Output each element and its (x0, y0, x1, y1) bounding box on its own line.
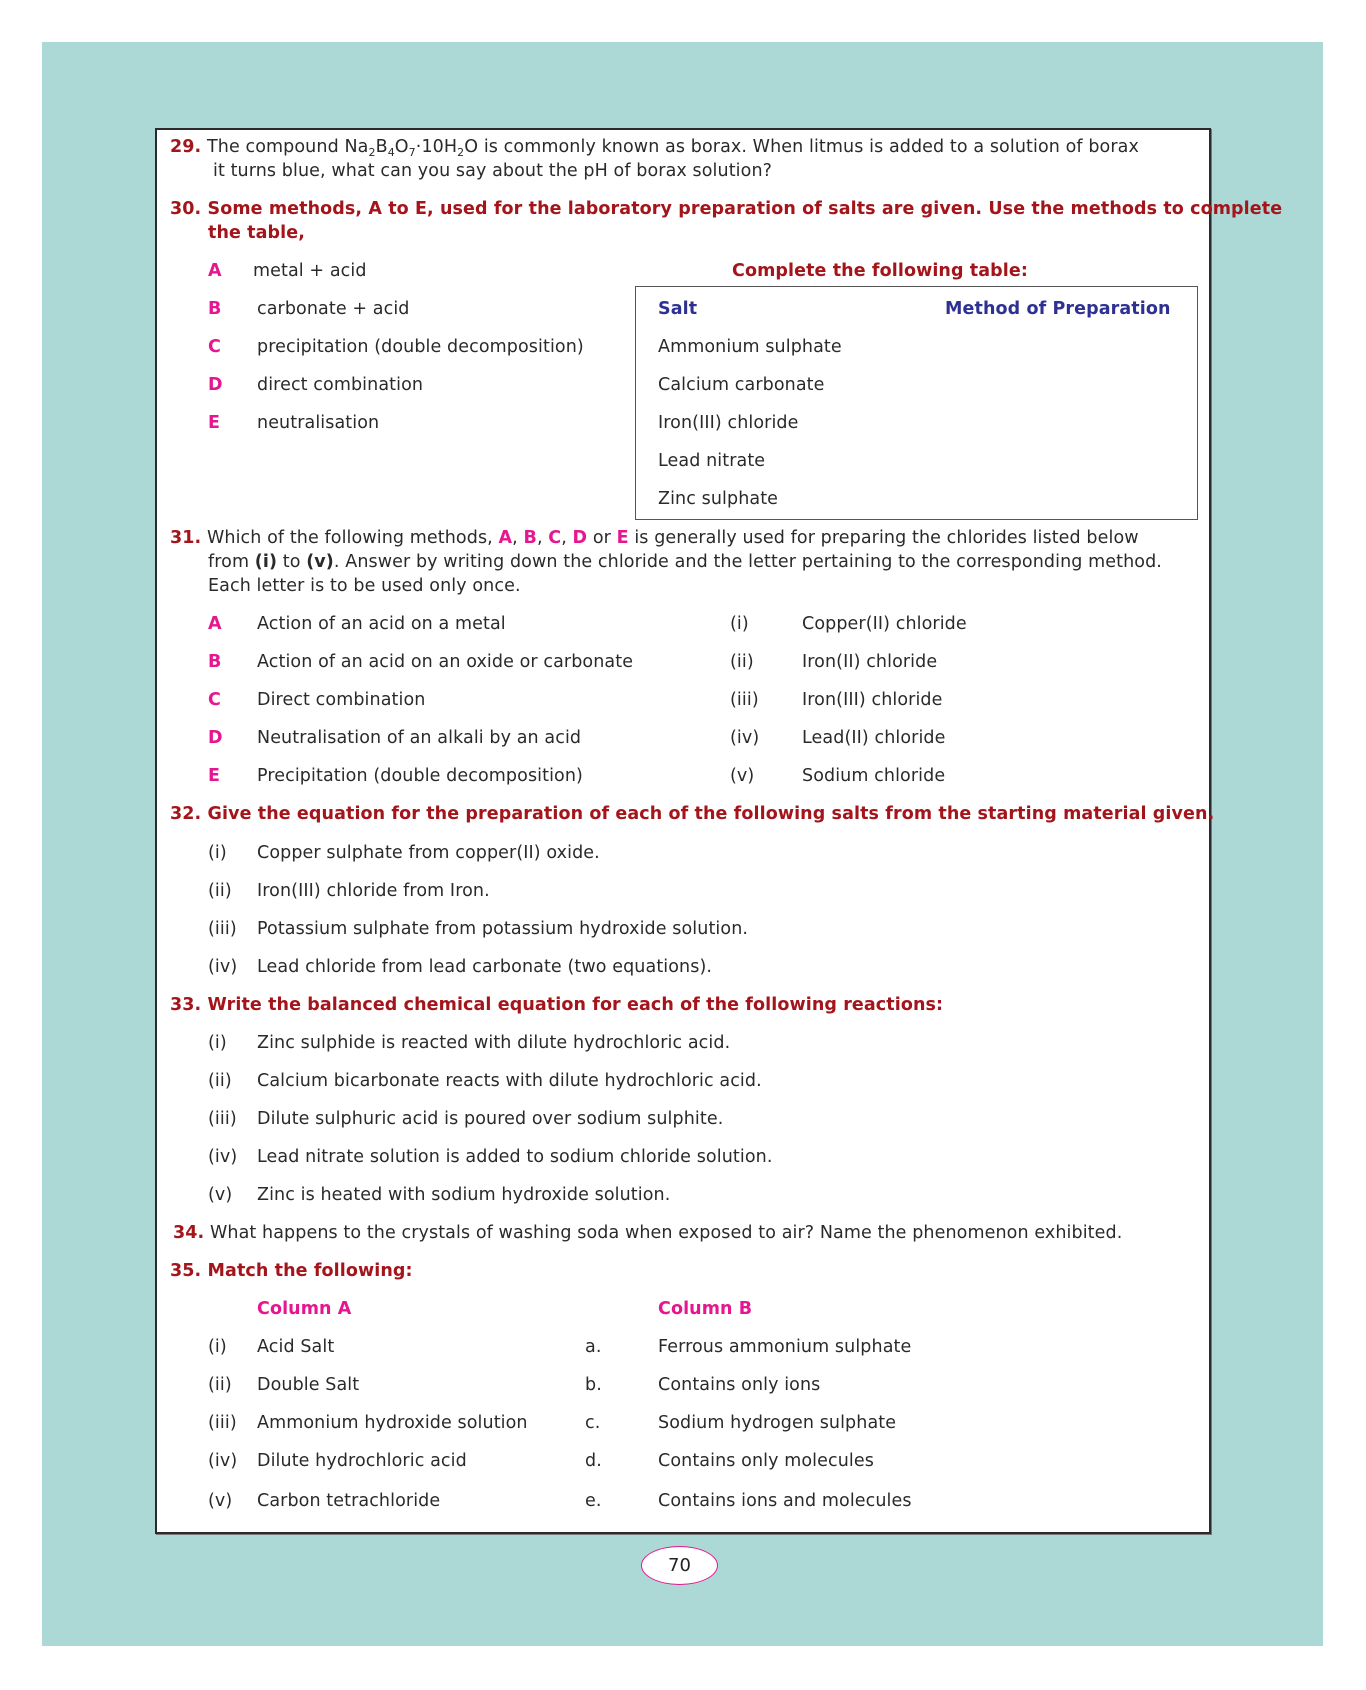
question-31-line2: from (i) to (v). Answer by writing down the chloride and the letter pertaining to the corresponding method. (208, 552, 1162, 572)
item-number: (i) (208, 843, 227, 863)
question-31: 31. Which of the following methods, A, B, C, D or E is generally used for preparing the chlorides listed below (170, 528, 1139, 548)
table-header-method: Method of Preparation (945, 299, 1171, 319)
question-29: 29. The compound $Na_2B_4O_7\cdot 10H_2O$ is commonly known as borax. When litmus is added to a solution of borax (170, 137, 1139, 159)
match-letter: b. (585, 1375, 602, 1395)
item-text: Copper sulphate from copper(II) oxide. (257, 843, 600, 863)
question-31-line3: Each letter is to be used only once. (208, 576, 521, 596)
table-row: Iron(III) chloride (658, 413, 799, 433)
item-text: Lead nitrate solution is added to sodium chloride solution. (257, 1147, 773, 1167)
question-number: 32. (170, 804, 202, 824)
table-title: Complete the following table: (732, 261, 1028, 281)
column-b-header: Column B (658, 1299, 753, 1319)
method-letter: C (208, 337, 221, 357)
question-number: 29. (170, 137, 202, 157)
item-number: (ii) (208, 881, 232, 901)
table-row: Zinc sulphate (658, 489, 779, 509)
method-letter: A (208, 614, 222, 634)
method-letter: E (208, 413, 221, 433)
method-text: carbonate + acid (257, 299, 410, 319)
question-number: 30. (170, 199, 202, 219)
question-number: 33. (170, 995, 202, 1015)
method-letter: B (208, 652, 222, 672)
method-letter: B (208, 299, 222, 319)
question-32: 32. Give the equation for the preparation of each of the following salts from the starting material given. (170, 804, 1215, 824)
item-number: (i) (208, 1033, 227, 1053)
item-number: (v) (208, 1185, 233, 1205)
question-number: 31. (170, 528, 202, 548)
chloride-number: (iii) (730, 690, 759, 710)
method-text: metal + acid (253, 261, 367, 281)
match-column-a: Ammonium hydroxide solution (257, 1413, 528, 1433)
item-text: Zinc is heated with sodium hydroxide solution. (257, 1185, 671, 1205)
method-letter: A (208, 261, 222, 281)
chloride-text: Iron(II) chloride (802, 652, 938, 672)
method-text: neutralisation (257, 413, 380, 433)
column-a-header: Column A (257, 1299, 352, 1319)
chloride-text: Sodium chloride (802, 766, 946, 786)
match-letter: a. (585, 1337, 602, 1357)
match-column-b: Sodium hydrogen sulphate (658, 1413, 897, 1433)
item-number: (iii) (208, 919, 237, 939)
item-number: (iv) (208, 957, 238, 977)
chloride-number: (ii) (730, 652, 754, 672)
item-text: Calcium bicarbonate reacts with dilute hydrochloric acid. (257, 1071, 762, 1091)
method-letter: D (208, 728, 223, 748)
worksheet-page (155, 128, 1283, 1534)
match-number: (iii) (208, 1413, 237, 1433)
match-number: (iv) (208, 1451, 238, 1471)
question-33: 33. Write the balanced chemical equation for each of the following reactions: (170, 995, 944, 1015)
match-column-b: Contains only ions (658, 1375, 821, 1395)
item-text: Dilute sulphuric acid is poured over sodium sulphite. (257, 1109, 724, 1129)
chloride-text: Copper(II) chloride (802, 614, 967, 634)
chloride-number: (v) (730, 766, 755, 786)
method-text: Direct combination (257, 690, 426, 710)
match-letter: d. (585, 1451, 602, 1471)
question-number: 35. (170, 1261, 202, 1281)
question-34: 34. What happens to the crystals of washing soda when exposed to air? Name the phenomenon exhibited. (173, 1223, 1123, 1243)
page-number-badge: 70 (641, 1546, 718, 1585)
item-text: Lead chloride from lead carbonate (two equations). (257, 957, 713, 977)
question-number: 34. (173, 1223, 205, 1243)
item-text: Zinc sulphide is reacted with dilute hydrochloric acid. (257, 1033, 731, 1053)
table-row: Ammonium sulphate (658, 337, 842, 357)
method-text: direct combination (257, 375, 424, 395)
match-number: (i) (208, 1337, 227, 1357)
table-row: Calcium carbonate (658, 375, 825, 395)
method-text: Neutralisation of an alkali by an acid (257, 728, 582, 748)
chloride-number: (i) (730, 614, 749, 634)
question-30: 30. Some methods, A to E, used for the laboratory preparation of salts are given. Use the methods to complete (170, 199, 1283, 219)
item-text: Iron(III) chloride from Iron. (257, 881, 490, 901)
method-letter: E (208, 766, 221, 786)
match-number: (v) (208, 1491, 233, 1511)
table-row: Lead nitrate (658, 451, 766, 471)
item-number: (ii) (208, 1071, 232, 1091)
question-30-line2: the table, (208, 223, 306, 243)
match-letter: e. (585, 1491, 602, 1511)
chloride-number: (iv) (730, 728, 760, 748)
item-number: (iv) (208, 1147, 238, 1167)
match-column-a: Dilute hydrochloric acid (257, 1451, 467, 1471)
question-29-line2: it turns blue, what can you say about the pH of borax solution? (213, 161, 773, 181)
chloride-text: Lead(II) chloride (802, 728, 946, 748)
table-header-salt: Salt (658, 299, 698, 319)
match-column-a: Carbon tetrachloride (257, 1491, 441, 1511)
match-letter: c. (585, 1413, 601, 1433)
match-number: (ii) (208, 1375, 232, 1395)
chloride-text: Iron(III) chloride (802, 690, 943, 710)
match-column-b: Ferrous ammonium sulphate (658, 1337, 912, 1357)
method-text: Precipitation (double decomposition) (257, 766, 583, 786)
method-text: precipitation (double decomposition) (257, 337, 584, 357)
method-letter: C (208, 690, 221, 710)
method-text: Action of an acid on a metal (257, 614, 506, 634)
question-35: 35. Match the following: (170, 1261, 413, 1281)
match-column-b: Contains ions and molecules (658, 1491, 912, 1511)
match-column-a: Double Salt (257, 1375, 360, 1395)
salt-table (635, 286, 1198, 520)
method-letter: D (208, 375, 223, 395)
match-column-b: Contains only molecules (658, 1451, 874, 1471)
item-text: Potassium sulphate from potassium hydroxide solution. (257, 919, 749, 939)
method-text: Action of an acid on an oxide or carbonate (257, 652, 634, 672)
match-column-a: Acid Salt (257, 1337, 335, 1357)
item-number: (iii) (208, 1109, 237, 1129)
